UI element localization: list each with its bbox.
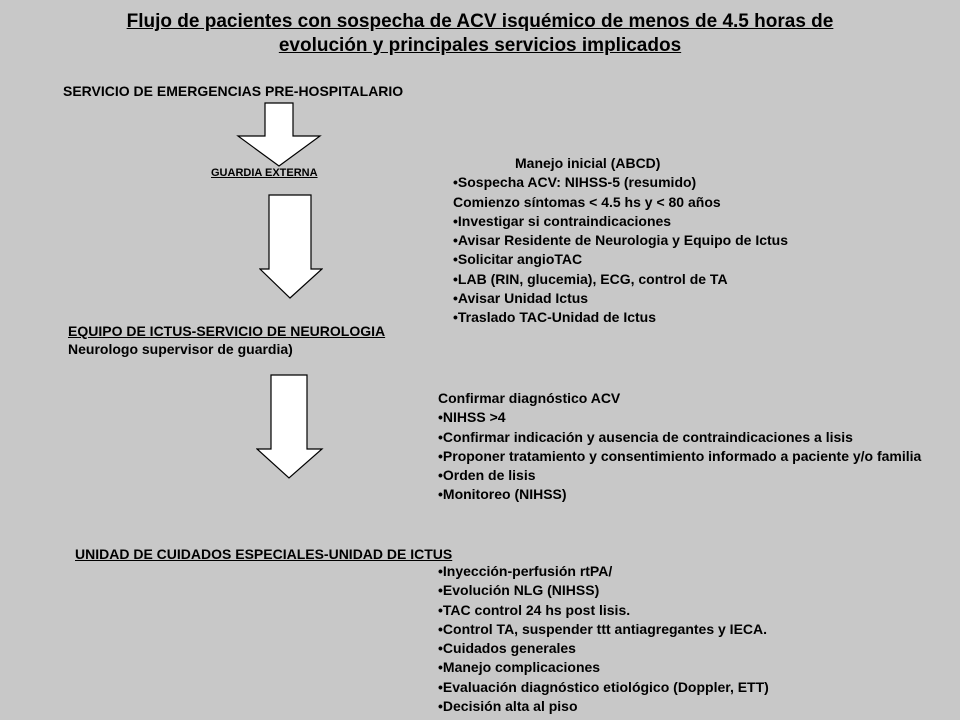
- manejo-item: • Avisar Unidad Ictus: [453, 289, 788, 308]
- manejo-item: • Traslado TAC-Unidad de Ictus: [453, 308, 788, 327]
- equipo-subtitle: Neurologo supervisor de guardia): [68, 341, 293, 357]
- confirmar-item: • Confirmar indicación y ausencia de contraindicaciones a lisis: [438, 428, 948, 447]
- unidad-item: • Manejo complicaciones: [438, 658, 769, 677]
- manejo-inicial-block: [453, 154, 788, 328]
- page-title: [40, 10, 920, 58]
- title-line-1: Flujo de pacientes con sospecha de ACV isquémico de menos de 4.5 horas de: [126, 11, 834, 32]
- unidad-item: • Control TA, suspender ttt antiagregantes y IECA.: [438, 620, 769, 639]
- confirmar-item: • Orden de lisis: [438, 466, 948, 485]
- manejo-item: Comienzo síntomas < 4.5 hs y < 80 años: [453, 193, 721, 210]
- unidad-item: • Decisión alta al piso: [438, 697, 769, 716]
- confirmar-item: • NIHSS >4: [438, 408, 948, 427]
- manejo-item: • Avisar Residente de Neurologia y Equipo de Ictus: [453, 231, 788, 250]
- stage-guardia-label: GUARDIA EXTERNA: [211, 167, 318, 179]
- unidad-item: • Cuidados generales: [438, 639, 769, 658]
- manejo-item: • LAB (RIN, glucemia), ECG, control de TA: [453, 270, 788, 289]
- unidad-items-block: [438, 562, 769, 716]
- title-line-2: evolución y principales servicios implicados: [278, 35, 682, 56]
- stage-unidad-label: UNIDAD DE CUIDADOS ESPECIALES-UNIDAD DE ICTUS: [75, 546, 453, 562]
- unidad-item: • Evolución NLG (NIHSS): [438, 581, 769, 600]
- flow-arrow-3: [256, 374, 324, 480]
- unidad-item: • Inyección-perfusión rtPA/: [438, 562, 769, 581]
- manejo-item: • Sospecha ACV: NIHSS-5 (resumido): [453, 173, 788, 192]
- manejo-item: • Solicitar angioTAC: [453, 250, 788, 269]
- stage-prehospital-label: SERVICIO DE EMERGENCIAS PRE-HOSPITALARIO: [63, 83, 404, 99]
- stage-equipo-label: [68, 322, 385, 358]
- manejo-item: • Investigar si contraindicaciones: [453, 212, 788, 231]
- confirmar-item: • Monitoreo (NIHSS): [438, 485, 948, 504]
- confirmar-item: • Proponer tratamiento y consentimiento informado a paciente y/o familia: [438, 447, 948, 466]
- unidad-item: • TAC control 24 hs post lisis.: [438, 601, 769, 620]
- equipo-title: EQUIPO DE ICTUS-SERVICIO DE NEUROLOGIA: [68, 323, 386, 339]
- flow-arrow-1: [236, 102, 322, 168]
- confirmar-heading: Confirmar diagnóstico ACV: [438, 390, 621, 406]
- unidad-item: • Evaluación diagnóstico etiológico (Doppler, ETT): [438, 678, 769, 697]
- manejo-heading: Manejo inicial (ABCD): [515, 155, 661, 171]
- flow-arrow-2: [259, 194, 323, 300]
- confirmar-block: [438, 389, 948, 505]
